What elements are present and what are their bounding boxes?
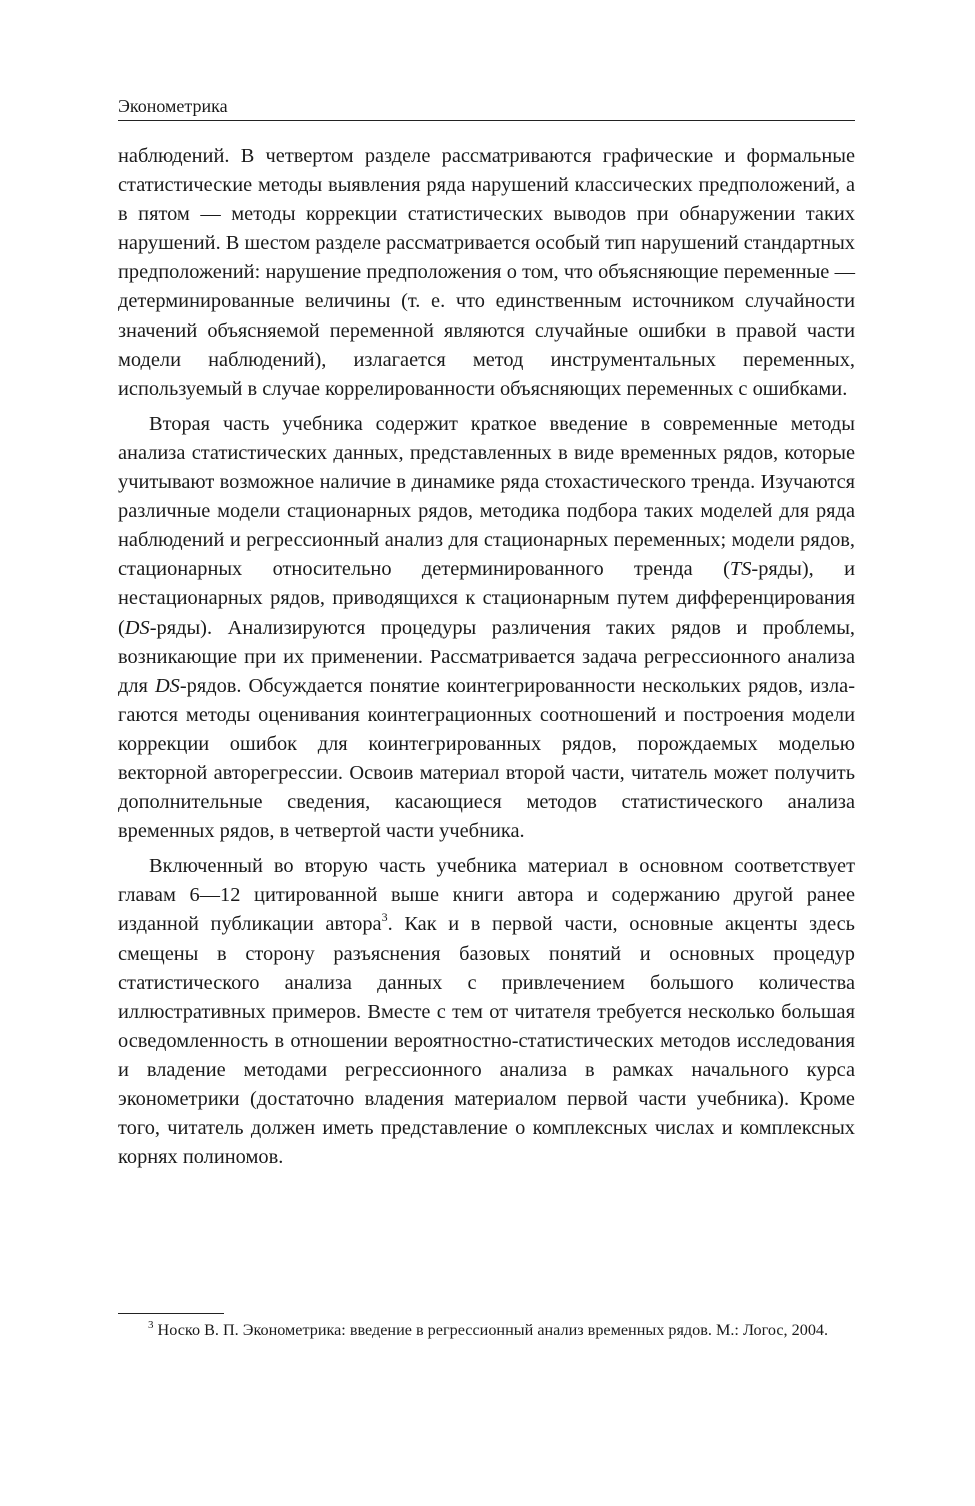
paragraph-3 bbox=[118, 852, 855, 1172]
paragraph-3-text-1: Включенный во вторую часть учебника материал в основном соответствует главам 6—12 цитированной выше книги автора и содержанию другой ранее изданной публикации автора bbox=[118, 855, 855, 936]
paragraph-3-text-2: . Как и в первой части, основные акценты здесь смещены в сторону разъяснения базовых понятий и основных процедур статистического анализа данных с привлечением большого количества иллюстративных примеров. Вместе с тем от читателя требуется несколько большая осведомленность в отношении вероятностно-статистических методов исследования и владение методами регрессионного анализа в рамках начального курса эконометрики (достаточно владения материалом первой части учебника). Кроме того, читатель должен иметь представление о комплексных числах и комплексных корнях полиномов. bbox=[118, 913, 855, 1169]
ts-series-term: TS bbox=[729, 558, 752, 581]
running-head-title: Эконометрика bbox=[118, 96, 228, 116]
paragraph-2 bbox=[118, 410, 855, 846]
paragraph-2-text-1: Вторая часть учебника содержит краткое введение в современные методы анализа статистических данных, представленных в виде временных рядов, которые учитывают возможное наличие в динамике ряда стохастического тренда. Изучаются различные модели стационарных рядов, методика подбора таких моделей для ряда наблюдений и регрессионный анализ для стационарных переменных; модели рядов, стационарных относительно детерминированного тренда ( bbox=[118, 412, 855, 581]
running-head bbox=[118, 94, 855, 121]
paragraph-2-text-3: -ряды). Анализируются процедуры различения таких рядов и проблемы, возникающие при их применении. Рассматривается задача регрессионного анализа для bbox=[118, 616, 855, 697]
footnote-reference[interactable]: 3 bbox=[381, 910, 388, 925]
footnote bbox=[118, 1318, 855, 1342]
footnote-number: 3 bbox=[148, 1319, 154, 1331]
paragraph-2-text-4: -рядов. Обсуждается понятие коинтегрированности нескольких рядов, излагаются методы оценивания коинтеграционных соотношений и построения модели коррекции ошибок для коинтегрированных рядов, порождаемых моделью векторной авторегрессии. Освоив материал второй части, читатель может получить дополнительные сведения, касающиеся методов статистического анализа временных рядов, в четвертой части учебника. bbox=[118, 674, 855, 843]
ds-series-term-2: DS bbox=[154, 674, 180, 697]
footnote-body bbox=[118, 1318, 855, 1342]
footnote-text: Носко В. П. Эконометрика: введение в регрессионный анализ временных рядов. М.: Логос, 2004. bbox=[153, 1321, 829, 1339]
paragraph-2-text-2: -ряды), и нестационарных рядов, приводящихся к стационарным путем дифференцирования ( bbox=[118, 558, 855, 639]
ds-series-term: DS bbox=[124, 616, 150, 639]
paragraph-1: наблюдений. В четвертом разделе рассматриваются графические и формальные статистические методы выявления ряда нарушений классических предположений, а в пятом — методы коррекции статистических выводов при обнаружении таких нарушений. В шестом разделе рассматривается особый тип нарушений стандартных предположений: нарушение предположения о том, что объясняющие переменные — детерминированные величины (т. е. что единственным источником случайности значений объясняемой переменной являются случайные ошибки в правой части модели наблюдений), излагается метод инструментальных переменных, используемый в случае коррелированности объясняющих переменных с ошибками. bbox=[118, 145, 855, 400]
body-text bbox=[118, 142, 855, 1178]
footnote-divider bbox=[118, 1313, 224, 1314]
